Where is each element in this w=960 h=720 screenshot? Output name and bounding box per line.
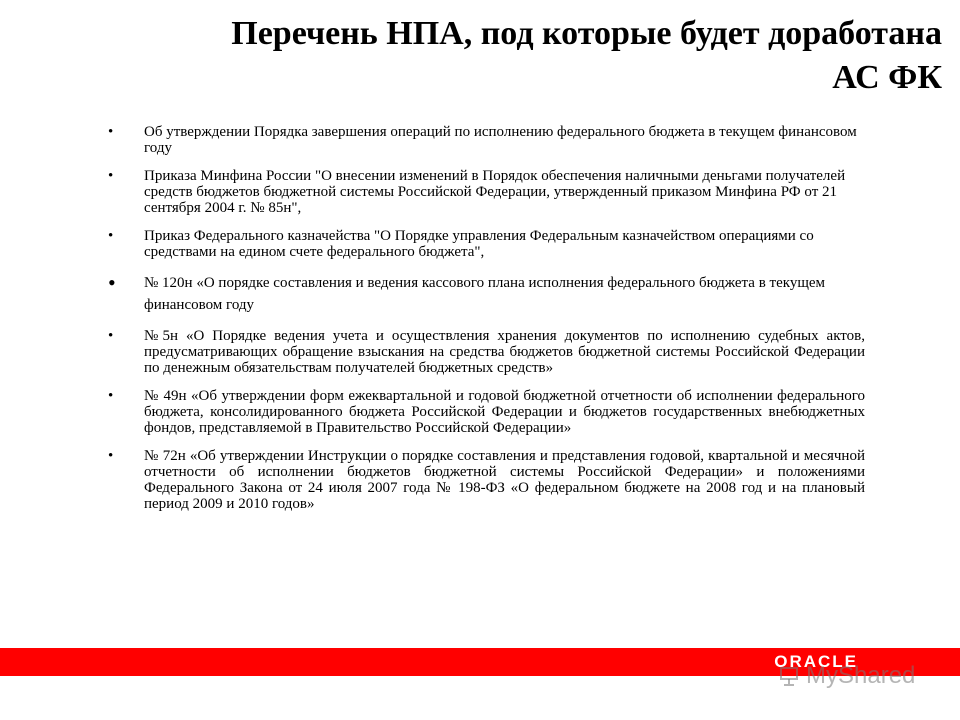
bullet-text: № 72н «Об утверждении Инструкции о порядке составления и представления годовой, квартальной и месячной отчетности об исполнении бюджетов бюджетной системы Российской Федерации» и положениями Федерального Закона от 24 июля 2007 года № 198-ФЗ «О федеральном бюджете на 2008 год и на плановый период 2009 и 2010 годов» <box>144 448 865 512</box>
bullet-item-3 <box>108 228 865 260</box>
bullet-item-7 <box>108 448 865 512</box>
bullet-item-4 <box>108 272 865 316</box>
bullet-marker: • <box>108 328 114 344</box>
presentation-icon <box>778 665 800 687</box>
bullet-text: №5н «О Порядке ведения учета и осуществления хранения документов по исполнению судебных актов, предусматривающих обращение взыскания на средства бюджетов бюджетной системы Российской Федерации по денежным обязательствам получателей бюджетных средств» <box>144 328 865 376</box>
bullet-text: № 120н «О порядке составления и ведения кассового плана исполнения федерального бюджета в текущем финансовом году <box>144 275 826 313</box>
bullet-marker: • <box>108 168 114 184</box>
bullet-item-5 <box>108 328 865 376</box>
bullet-marker: • <box>108 388 114 404</box>
bullet-item-1 <box>108 124 865 156</box>
bullet-text: Об утверждении Порядка завершения операций по исполнению федерального бюджета в текущем финансовом году <box>144 124 857 156</box>
slide-title-line-1: Перечень НПА, под которые будет доработана <box>231 15 942 52</box>
myshared-watermark <box>778 662 915 690</box>
oracle-logo: ORACLE <box>774 652 858 671</box>
bullet-text: № 49н «Об утверждении форм ежеквартальной и годовой бюджетной отчетности об исполнении федерального бюджета, консолидированного бюджета Российской Федерации и бюджетов государственных внебюджетных фондов, представляемой в Правительство Российской Федерации» <box>144 388 865 436</box>
bullet-text: Приказа Минфина России "О внесении изменений в Порядок обеспечения наличными деньгами получателей средств бюджетов бюджетной системы Российской Федерации, утвержденный приказом Минфина РФ от 21 сентября 2004 г. № 85н", <box>144 168 846 216</box>
bullet-marker: • <box>108 124 114 140</box>
bullet-marker: • <box>108 228 114 244</box>
bullet-item-6 <box>108 388 865 436</box>
bullet-text: Приказ Федерального казначейства "О Порядке управления Федеральным казначейством операциями со средствами на едином счете федерального бюджета", <box>144 228 814 260</box>
slide-title <box>82 12 942 100</box>
bullet-marker: • <box>108 270 116 295</box>
slide-title-line-2: АС ФК <box>832 59 942 96</box>
watermark-text: MyShared <box>806 662 916 689</box>
npa-bullet-list <box>108 124 865 524</box>
bullet-marker: • <box>108 448 114 464</box>
bullet-item-2 <box>108 168 865 216</box>
